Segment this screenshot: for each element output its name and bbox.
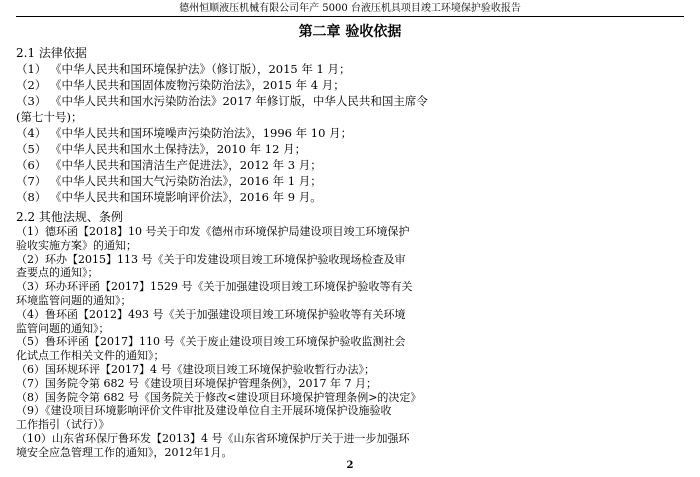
regulation-line: 验收实施方案》的通知；	[16, 238, 137, 252]
regulation-line: （5）鲁环评函【2017】110 号《关于废止建设项目竣工环境保护验收监测社会	[16, 335, 406, 349]
regulation-line: （10）山东省环保厅鲁环发【2013】4 号《山东省环境保护厅关于进一步加强环	[16, 432, 410, 445]
section-heading-legal-basis: 2.1 法律依据	[16, 46, 87, 60]
regulation-line: （6）国环规环评【2017】4 号《建设项目竣工环境保护验收暂行办法》；	[16, 363, 375, 376]
legal-basis-line: （1） 《中华人民共和国环境保护法》（修订版），2015 年 1 月；	[16, 62, 351, 76]
section-heading-other-regulations: 2.2 其他法规、条例	[16, 210, 123, 224]
legal-basis-line: （6） 《中华人民共和国清洁生产促进法》，2012 年 3 月；	[16, 158, 322, 172]
regulation-line: （3）环办环评函【2017】1529 号《关于加强建设项目竣工环境保护验收等有关	[16, 280, 413, 294]
regulation-line: （4）鲁环函【2012】493 号《关于加强建设项目竣工环境保护验收等有关环境	[16, 307, 406, 321]
legal-basis-line: （2） 《中华人民共和国固体废物污染防治法》，2015 年 4 月；	[16, 78, 345, 92]
regulation-line: （2）环办【2015】113 号《关于印发建设项目竣工环境保护验收现场检查及审	[16, 252, 406, 266]
legal-basis-line: (第七十号)；	[16, 110, 83, 124]
regulation-line: 查要点的通知》；	[16, 266, 99, 280]
regulation-line: 境安全应急管理工作的通知》，2012年1月。	[16, 445, 233, 459]
legal-basis-line: （5） 《中华人民共和国水土保持法》，2010 年 12 月；	[16, 142, 307, 156]
legal-basis-line: （4） 《中华人民共和国环境噪声污染防治法》，1996 年 10 月；	[16, 126, 353, 140]
page-header: 德州恒顺液压机械有限公司年产 5000 台液压机具项目竣工环境保护验收报告	[16, 2, 684, 17]
legal-basis-line: （3） 《中华人民共和国水污染防治法》2017 年修订版，中华人民共和国主席令	[16, 94, 428, 108]
regulation-line: 环境监管问题的通知》；	[16, 294, 132, 307]
regulation-line: （7）国务院令第 682 号《建设项目环境保护管理条例》，2017 年 7 月；	[16, 376, 377, 390]
page-number: 2	[346, 460, 354, 471]
chapter-title: 第二章 验收依据	[298, 24, 402, 40]
regulation-line: 工作指引（试行）》	[16, 418, 110, 432]
regulation-line: 化试点工作相关文件的通知》；	[16, 349, 165, 363]
regulation-line: （9）《建设项目环境影响评价文件审批及建设单位自主开展环境保护设施验收	[16, 404, 392, 418]
regulation-line: （1）德环函【2018】10 号关于印发《德州市环境保护局建设项目竣工环境保护	[16, 225, 410, 238]
legal-basis-line: （7） 《中华人民共和国大气污染防治法》，2016 年 1 月；	[16, 174, 322, 188]
legal-basis-line: （8） 《中华人民共和国环境影响评价法》，2016 年 9 月。	[16, 190, 322, 204]
regulation-line: 监管问题的通知》；	[16, 321, 110, 335]
regulation-line: （8）国务院令第 682 号《国务院关于修改<建设项目环境保护管理条例>的决定》	[16, 390, 422, 404]
